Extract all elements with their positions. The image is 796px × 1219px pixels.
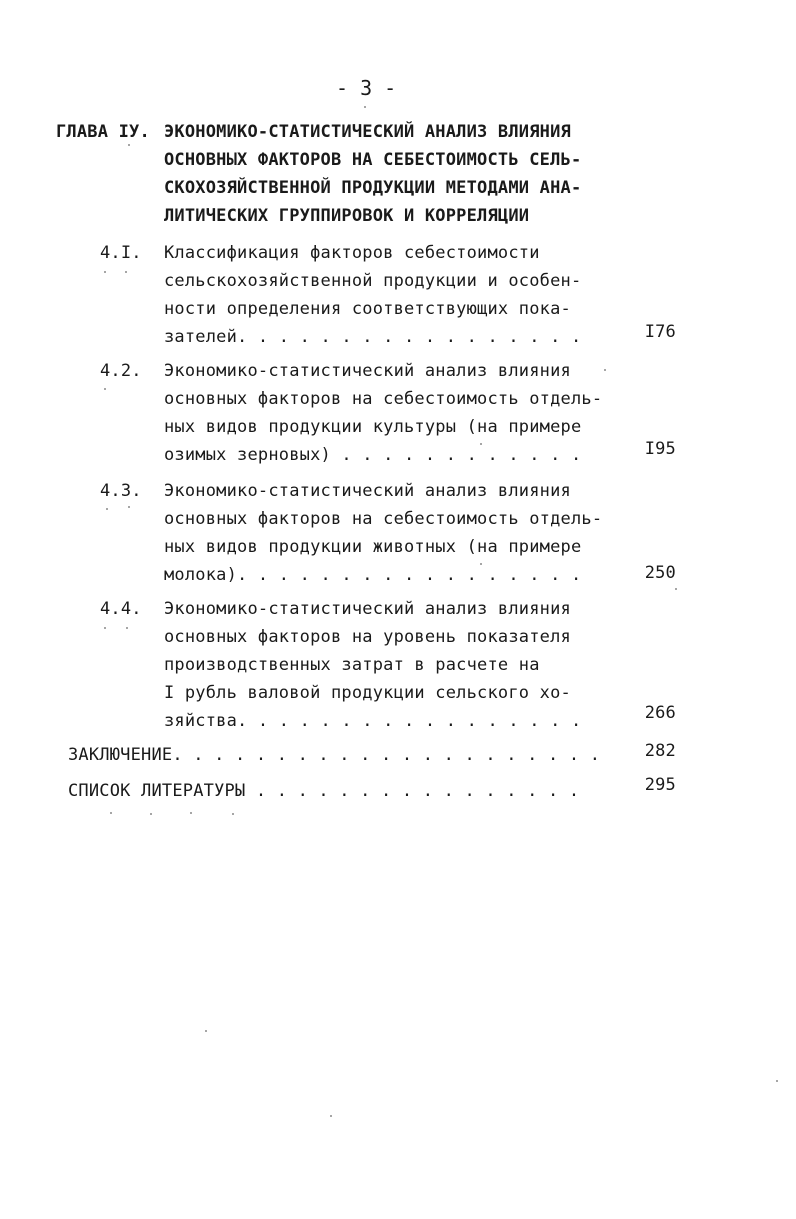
scan-speck (480, 563, 482, 565)
conclusion-page: 282 (644, 741, 676, 761)
section-title-line: производственных затрат в расчете на (164, 655, 540, 675)
scan-speck (110, 812, 112, 814)
scan-speck (126, 627, 128, 629)
scan-speck (205, 1030, 207, 1032)
section-page: I95 (644, 439, 676, 459)
section-title-line: ных видов продукции культуры (на примере (164, 417, 582, 437)
section-number: 4.3. (100, 481, 142, 501)
section-title-line: молока). . . . . . . . . . . . . . . . . (164, 565, 582, 585)
section-title-line: основных факторов на уровень показателя (164, 627, 571, 647)
scan-speck (104, 388, 106, 390)
scan-speck (604, 369, 606, 371)
section-page: I76 (644, 322, 676, 342)
section-title-line: ности определения соответствующих пока- (164, 299, 571, 319)
section-title-line: Экономико-статистический анализ влияния (164, 599, 571, 619)
section-title-line: Классификация факторов себестоимости (164, 243, 540, 263)
scan-speck (480, 443, 482, 445)
section-page: 250 (644, 563, 676, 583)
section-title-line: I рубль валовой продукции сельского хо- (164, 683, 571, 703)
section-number: 4.I. (100, 243, 142, 263)
section-title-line: сельскохозяйственной продукции и особен- (164, 271, 582, 291)
section-title-line: озимых зерновых) . . . . . . . . . . . . (164, 445, 582, 465)
scan-speck (125, 271, 127, 273)
section-title-line: зяйства. . . . . . . . . . . . . . . . . (164, 711, 582, 731)
scan-speck (364, 106, 366, 108)
scan-speck (232, 813, 234, 815)
chapter-title-line: ОСНОВНЫХ ФАКТОРОВ НА СЕБЕСТОИМОСТЬ СЕЛЬ- (164, 150, 582, 170)
section-title-line: основных факторов на себестоимость отдель- (164, 509, 603, 529)
section-number: 4.2. (100, 361, 142, 381)
references-page: 295 (644, 775, 676, 795)
scan-speck (150, 813, 152, 815)
scan-speck (190, 812, 192, 814)
scan-speck (128, 144, 130, 146)
chapter-title-line: ЛИТИЧЕСКИХ ГРУППИРОВОК И КОРРЕЛЯЦИИ (164, 206, 530, 226)
section-number: 4.4. (100, 599, 142, 619)
scan-speck (104, 627, 106, 629)
conclusion-entry: ЗАКЛЮЧЕНИЕ. . . . . . . . . . . . . . . . . . . . . (68, 745, 601, 765)
section-title-line: зателей. . . . . . . . . . . . . . . . . (164, 327, 582, 347)
chapter-title-line: СКОХОЗЯЙСТВЕННОЙ ПРОДУКЦИИ МЕТОДАМИ АНА- (164, 178, 582, 198)
section-page: 266 (644, 703, 676, 723)
chapter-title-line: ЭКОНОМИКО-СТАТИСТИЧЕСКИЙ АНАЛИЗ ВЛИЯНИЯ (164, 122, 571, 142)
scan-speck (776, 1080, 778, 1082)
chapter-label: ГЛАВА IУ. (56, 122, 150, 142)
page-number: - 3 - (336, 76, 397, 100)
section-title-line: Экономико-статистический анализ влияния (164, 481, 571, 501)
references-entry: СПИСОК ЛИТЕРАТУРЫ . . . . . . . . . . . . . . . . (68, 781, 580, 801)
scan-speck (330, 1115, 332, 1117)
scan-speck (675, 588, 677, 590)
section-title-line: основных факторов на себестоимость отдель- (164, 389, 603, 409)
scan-speck (106, 508, 108, 510)
scan-speck (128, 506, 130, 508)
section-title-line: ных видов продукции животных (на примере (164, 537, 582, 557)
section-title-line: Экономико-статистический анализ влияния (164, 361, 571, 381)
scan-speck (104, 271, 106, 273)
